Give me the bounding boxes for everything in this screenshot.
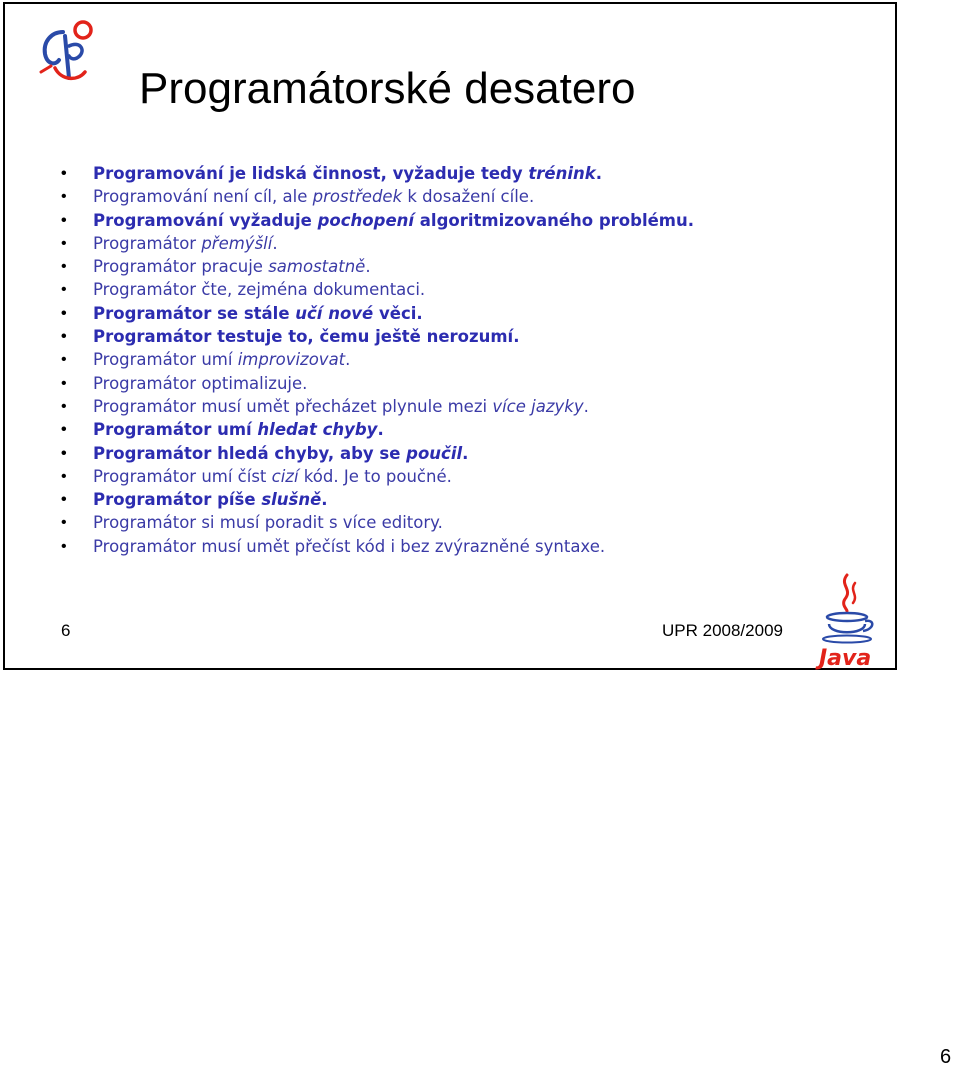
bullet-item [61,535,881,558]
java-logo-text: Java [819,646,872,671]
bullet-text: Programátor musí umět přecházet plynule mezi [93,396,493,416]
bullet-text: Programátor umí číst [93,466,272,486]
bullet-emphasis: improvizovat [237,350,346,370]
bullet-text: Programátor musí umět přečíst kód i bez zvýrazněné syntaxe. [93,536,606,556]
bullet-text: věci. [373,303,423,323]
bullet-item [61,255,881,278]
java-logo-icon [813,569,881,671]
bullet-text: . [272,233,278,253]
bullet-item [61,511,881,534]
bullet-text: algoritmizovaného problému. [414,210,694,230]
bullet-text: . [345,350,351,370]
bullet-emphasis: slušně [261,490,322,510]
bullet-item [61,442,881,465]
page-number: 6 [940,1046,952,1068]
bullet-text: Programátor píše [93,490,262,510]
bullet-item [61,372,881,395]
bullet-text: . [365,257,371,277]
slide [3,2,897,670]
bullet-text: Programátor pracuje [93,257,269,277]
bullet-list [61,162,881,558]
bullet-item [61,162,881,185]
course-label: UPR 2008/2009 [662,621,783,640]
university-logo-icon [25,16,105,96]
bullet-item [61,232,881,255]
bullet-emphasis: cizí [271,466,299,486]
bullet-text: Programátor umí [93,420,258,440]
bullet-text: Programátor optimalizuje. [93,373,308,393]
bullet-text: Programování je lidská činnost, vyžaduje tedy [93,164,529,183]
slide-title: Programátorské desatero [139,64,636,113]
bullet-text: k dosažení cíle. [402,187,535,207]
bullet-text: Programátor čte, zejména dokumentaci. [93,280,426,300]
bullet-text: Programátor [93,233,202,253]
bullet-item [61,395,881,418]
bullet-emphasis: hledat chyby [257,420,378,440]
slide-number: 6 [61,621,71,640]
bullet-item [61,302,881,325]
bullet-text: . [595,164,602,183]
bullet-text: Programátor se stále [93,303,296,323]
bullet-emphasis: přemýšlí [201,233,273,253]
bullet-emphasis: učí nové [295,303,374,323]
bullet-item [61,488,881,511]
bullet-emphasis: pochopení [317,210,415,230]
bullet-item [61,465,881,488]
bullet-item [61,418,881,441]
bullet-text: . [462,443,469,463]
bullet-text: . [583,396,589,416]
bullet-emphasis: trénink [528,164,596,183]
bullet-item [61,325,881,348]
bullet-emphasis: samostatně [268,257,366,277]
bullet-text: Programátor umí [93,350,238,370]
bullet-text: . [377,420,384,440]
bullet-item [61,278,881,301]
bullet-item [61,209,881,232]
bullet-item [61,348,881,371]
bullet-emphasis: prostředek [312,187,403,207]
bullet-text: Programátor testuje to, čemu ještě nerozumí. [93,327,520,347]
bullet-item [61,185,881,208]
bullet-emphasis: více jazyky [492,396,584,416]
bullet-text: Programátor hledá chyby, aby se [93,443,407,463]
bullet-text: Programátor si musí poradit s více editory. [93,513,443,533]
bullet-text: Programování vyžaduje [93,210,318,230]
bullet-emphasis: poučil [406,443,463,463]
bullet-text: Programování není cíl, ale [93,187,313,207]
bullet-text: . [321,490,328,510]
bullet-text: kód. Je to poučné. [298,466,452,486]
